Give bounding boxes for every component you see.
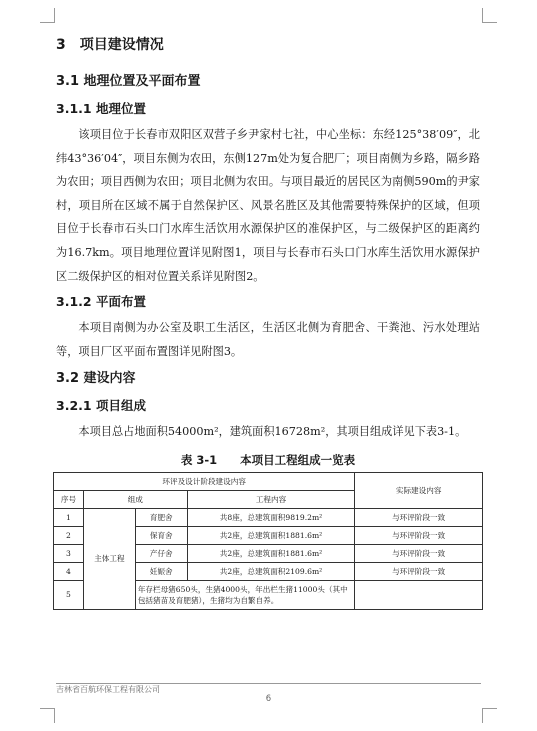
page-corner-mark — [482, 708, 497, 723]
table-cell: 5 — [54, 580, 84, 609]
footer-company: 吉林省百航环保工程有限公司 — [56, 685, 160, 694]
table-header-cell: 工程内容 — [187, 490, 355, 508]
table-cell: 产仔舍 — [135, 544, 187, 562]
table-cell: 育肥舍 — [135, 508, 187, 526]
table-cell: 妊娠舍 — [135, 562, 187, 580]
table-cell: 与环评阶段一致 — [355, 526, 483, 544]
table-cell: 共2座，总建筑面积1881.6m² — [187, 526, 355, 544]
subsubsection-heading: 3.1.1 地理位置 — [56, 101, 146, 116]
section-heading: 3 项目建设情况 — [56, 37, 164, 53]
table-cell: 4 — [54, 562, 84, 580]
table-cell: 3 — [54, 544, 84, 562]
body-paragraph: 本项目总占地面积54000m²，建筑面积16728m²，其项目组成详见下表3-1。 — [78, 425, 467, 439]
table-cell: 与环评阶段一致 — [355, 544, 483, 562]
table-header-cell: 序号 — [54, 490, 84, 508]
page-corner-mark — [40, 8, 55, 23]
table-header-cell: 实际建设内容 — [355, 472, 483, 508]
page-number: 6 — [265, 694, 272, 704]
table-cell: 共2座，总建筑面积2109.6m² — [187, 562, 355, 580]
page-corner-mark — [40, 708, 55, 723]
table-header-row — [54, 472, 483, 490]
table-cell: 与环评阶段一致 — [355, 508, 483, 526]
table-row — [54, 508, 483, 526]
document-page — [56, 30, 480, 610]
table-cell: 共2座，总建筑面积1881.6m² — [187, 544, 355, 562]
body-paragraph: 该项目位于长春市双阳区双营子乡尹家村七社，中心坐标：东经125°38′09″，北纬43°36′04″，项目东侧为农田，东侧127m处为复合肥厂；项目南侧为乡路，隔乡路为农田；项目西侧为农田；项目北侧为农田。与项目最近的居民区为南侧590m的尹家村，项目所在区域不属于自然保护区、风景名胜区及其他需要特殊保护的区域，但项目位于长春市石头口门水库生活饮用水源保护区的准保护区，与二级保护区的距离约为16.7km。项目地理位置详见附图1，项目与长春市石头口门水库生活饮用水源保护区二级保护区的相对位置关系详见附图2。 — [56, 128, 480, 283]
table-cell: 与环评阶段一致 — [355, 562, 483, 580]
subsubsection-heading: 3.2.1 项目组成 — [56, 398, 146, 414]
table-cell: 主体工程 — [83, 508, 135, 609]
page-corner-mark — [482, 8, 497, 23]
table-header-cell: 组成 — [83, 490, 187, 508]
table-cell: 年存栏母猪650头，生猪4000头，年出栏生猪11000头（其中包括猪苗及育肥猪），生猪均为自繁自养。 — [135, 580, 355, 609]
table-header-cell: 环评及设计阶段建设内容 — [54, 472, 355, 490]
body-paragraph: 本项目南侧为办公室及职工生活区，生活区北侧为育肥舍、干粪池、污水处理站等，项目厂区平面布置图详见附图3。 — [56, 321, 480, 358]
subsection-heading: 3.1 地理位置及平面布置 — [56, 74, 201, 89]
table-cell: 2 — [54, 526, 84, 544]
table-title: 表 3-1 本项目工程组成一览表 — [180, 452, 356, 467]
table-cell — [355, 580, 483, 609]
subsubsection-heading: 3.1.2 平面布置 — [56, 294, 146, 310]
table-cell: 保育舍 — [135, 526, 187, 544]
subsection-heading: 3.2 建设内容 — [56, 371, 136, 387]
project-composition-table — [53, 472, 483, 610]
table-cell: 共8座，总建筑面积9819.2m² — [187, 508, 355, 526]
table-cell: 1 — [54, 508, 84, 526]
